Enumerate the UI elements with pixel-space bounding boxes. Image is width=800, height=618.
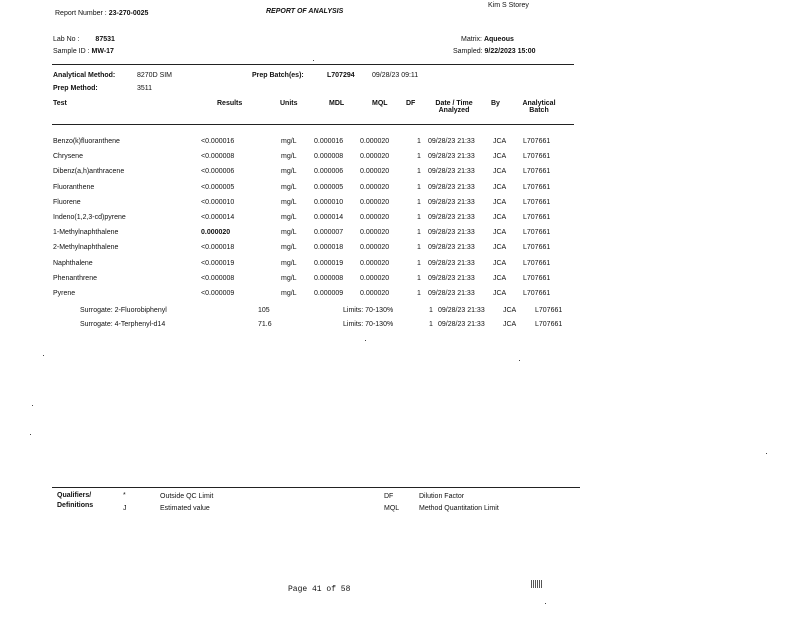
cell-mql: 0.000020 [360, 138, 390, 145]
cell-units: mg/L [281, 214, 297, 221]
cell-mql: 0.000020 [360, 153, 390, 161]
prep-method-label: Prep Method: [53, 85, 98, 92]
prep-method-value: 3511 [137, 85, 153, 92]
cell-units: mg/L [281, 290, 297, 297]
cell-mdl: 0.000009 [314, 290, 344, 297]
scan-speck [766, 453, 767, 454]
scan-speck [519, 360, 520, 361]
cell-result: <0.000016 [201, 138, 235, 145]
cell-date: 09/28/23 21:33 [428, 183, 475, 191]
surrogate-df: 1 [429, 321, 433, 328]
cell-date: 09/28/23 21:33 [428, 214, 475, 221]
cell-batch: L707661 [523, 153, 551, 161]
cell-batch: L707661 [523, 138, 551, 145]
surrogate-row [0, 307, 800, 319]
cell-units: mg/L [281, 138, 297, 145]
cell-mdl: 0.000008 [314, 274, 344, 282]
lab-no-label: Lab No : [53, 36, 80, 43]
definitions-label: Definitions [57, 502, 94, 509]
cell-mdl: 0.000008 [314, 153, 344, 161]
cell-test: Phenanthrene [53, 274, 97, 282]
cell-units: mg/L [281, 168, 297, 176]
cell-by: JCA [493, 183, 507, 191]
table-row [0, 199, 800, 211]
surrogate-batch: L707661 [535, 307, 563, 314]
table-row [0, 214, 800, 226]
scan-speck [313, 60, 314, 61]
cell-batch: L707661 [523, 290, 551, 297]
scan-speck [30, 434, 31, 435]
cell-mdl: 0.000007 [314, 229, 344, 237]
table-row [0, 260, 800, 272]
surrogate-limits: Limits: 70-130% [343, 307, 394, 314]
sample-id-label: Sample ID : [53, 48, 90, 55]
q1-text: Outside QC Limit [160, 493, 214, 500]
table-row [0, 244, 800, 256]
cell-df: 1 [417, 138, 421, 145]
surrogate-name: Surrogate: 4-Terphenyl-d14 [80, 321, 166, 328]
cell-result: <0.000019 [201, 259, 235, 267]
cell-result: <0.000009 [201, 290, 235, 297]
cell-mql: 0.000020 [360, 274, 390, 282]
cell-result: <0.000018 [201, 244, 235, 252]
cell-batch: L707661 [523, 183, 551, 191]
cell-df: 1 [417, 153, 421, 161]
cell-mql: 0.000020 [360, 168, 390, 176]
cell-test: Fluoranthene [53, 183, 95, 191]
scan-speck [365, 340, 366, 341]
col-date-line1: Date / Time [435, 100, 473, 107]
col-mql: MQL [372, 100, 388, 107]
cell-date: 09/28/23 21:33 [428, 274, 475, 282]
sampled [453, 48, 536, 55]
header-divider [52, 64, 574, 65]
scan-speck [545, 603, 546, 604]
cell-mql: 0.000020 [360, 244, 390, 252]
sample-id-value: MW-17 [91, 48, 114, 55]
cell-units: mg/L [281, 259, 297, 267]
col-date-line2: Analyzed [438, 107, 470, 114]
prep-batch-label: Prep Batch(es): [252, 72, 304, 79]
cell-date: 09/28/23 21:33 [428, 229, 475, 237]
surrogate-name: Surrogate: 2-Fluorobiphenyl [80, 307, 167, 314]
cell-df: 1 [417, 183, 421, 191]
surrogate-value: 105 [258, 307, 270, 314]
cell-batch: L707661 [523, 168, 551, 176]
cell-date: 09/28/23 21:33 [428, 290, 475, 297]
cell-result: <0.000006 [201, 168, 235, 176]
cell-mql: 0.000020 [360, 198, 390, 206]
report-title: REPORT OF ANALYSIS [266, 8, 344, 15]
cell-df: 1 [417, 259, 421, 267]
cell-batch: L707661 [523, 229, 551, 237]
cell-by: JCA [493, 229, 507, 237]
cell-df: 1 [417, 229, 421, 237]
cell-units: mg/L [281, 274, 297, 282]
cell-by: JCA [493, 244, 507, 252]
cell-test: Benzo(k)fluoranthene [53, 138, 120, 145]
table-row [0, 168, 800, 180]
qualifiers-label: Qualifiers/ [57, 492, 92, 499]
cell-test: Fluorene [53, 198, 81, 206]
cell-by: JCA [493, 274, 507, 282]
page-number: Page 41 of 58 [288, 585, 351, 594]
surrogate-by: JCA [503, 321, 517, 328]
cell-units: mg/L [281, 198, 297, 206]
cell-by: JCA [493, 153, 507, 161]
surrogate-by: JCA [503, 307, 517, 314]
surrogate-date: 09/28/23 21:33 [438, 307, 485, 314]
cell-date: 09/28/23 21:33 [428, 198, 475, 206]
q2-text: Estimated value [160, 505, 210, 512]
table-row [0, 153, 800, 165]
table-row [0, 184, 800, 196]
cell-date: 09/28/23 21:33 [428, 168, 475, 176]
cell-result: <0.000008 [201, 274, 235, 282]
lab-no-value: 87531 [95, 36, 115, 43]
col-units: Units [280, 100, 298, 107]
table-header-divider [52, 124, 574, 125]
cell-date: 09/28/23 21:33 [428, 153, 475, 161]
cell-batch: L707661 [523, 214, 551, 221]
cell-result: <0.000008 [201, 153, 235, 161]
q2-symbol: J [123, 505, 127, 512]
table-row [0, 138, 800, 150]
cell-test: Pyrene [53, 290, 76, 297]
scan-speck [32, 405, 33, 406]
col-mdl: MDL [329, 100, 345, 107]
cell-by: JCA [493, 259, 507, 267]
report-number [55, 10, 148, 17]
table-row [0, 290, 800, 302]
report-number-label: Report Number : [55, 10, 107, 17]
col-batch-line2: Batch [529, 107, 549, 114]
d1-text: Dilution Factor [419, 493, 465, 500]
cell-by: JCA [493, 168, 507, 176]
analytical-method-label: Analytical Method: [53, 72, 116, 79]
cell-df: 1 [417, 290, 421, 297]
sampled-label: Sampled: [453, 48, 483, 55]
col-batch-line1: Analytical [522, 100, 556, 107]
cell-batch: L707661 [523, 274, 551, 282]
cell-df: 1 [417, 274, 421, 282]
cell-mql: 0.000020 [360, 290, 390, 297]
cell-test: Chrysene [53, 153, 83, 161]
cell-test: Dibenz(a,h)anthracene [53, 168, 125, 176]
cell-units: mg/L [281, 229, 297, 237]
cell-date: 09/28/23 21:33 [428, 259, 475, 267]
cell-df: 1 [417, 214, 421, 221]
cell-test: Naphthalene [53, 259, 93, 267]
cell-test: 1-Methylnaphthalene [53, 229, 119, 237]
cell-df: 1 [417, 198, 421, 206]
matrix [461, 36, 514, 43]
cell-result: <0.000005 [201, 183, 235, 191]
cell-mdl: 0.000018 [314, 244, 344, 252]
cell-date: 09/28/23 21:33 [428, 244, 475, 252]
cell-by: JCA [493, 198, 507, 206]
cell-units: mg/L [281, 153, 297, 161]
table-row [0, 275, 800, 287]
report-number-value: 23-270-0025 [108, 10, 149, 17]
surrogate-date: 09/28/23 21:33 [438, 321, 485, 328]
table-row [0, 229, 800, 241]
col-results: Results [217, 100, 243, 107]
cell-by: JCA [493, 138, 507, 145]
sample-id [53, 48, 114, 55]
col-df: DF [406, 100, 416, 107]
cell-mql: 0.000020 [360, 259, 390, 267]
surrogate-batch: L707661 [535, 321, 563, 328]
cell-mdl: 0.000019 [314, 259, 344, 267]
col-batch [514, 100, 564, 114]
prep-batch-value: L707294 [327, 72, 355, 79]
cell-batch: L707661 [523, 198, 551, 206]
cell-mdl: 0.000005 [314, 183, 344, 191]
lab-no [53, 36, 115, 43]
cell-mql: 0.000020 [360, 229, 390, 237]
cell-date: 09/28/23 21:33 [428, 138, 475, 145]
col-date [428, 100, 480, 114]
cell-by: JCA [493, 290, 507, 297]
col-test: Test [53, 100, 67, 107]
cell-units: mg/L [281, 183, 297, 191]
cell-mdl: 0.000014 [314, 214, 344, 221]
barcode-mark [531, 580, 543, 588]
cell-mql: 0.000020 [360, 214, 390, 221]
col-by: By [491, 100, 500, 107]
scan-speck [43, 355, 44, 356]
cell-test: 2-Methylnaphthalene [53, 244, 119, 252]
cell-test: Indeno(1,2,3-cd)pyrene [53, 214, 126, 221]
cell-by: JCA [493, 214, 507, 221]
footer-divider [52, 487, 580, 488]
sampled-value: 9/22/2023 15:00 [484, 48, 536, 55]
cell-mql: 0.000020 [360, 183, 390, 191]
cell-df: 1 [417, 244, 421, 252]
cell-batch: L707661 [523, 259, 551, 267]
surrogate-row [0, 321, 800, 333]
prep-batch-date: 09/28/23 09:11 [372, 72, 419, 79]
cell-mdl: 0.000006 [314, 168, 344, 176]
d1-symbol: DF [384, 493, 394, 500]
cell-mdl: 0.000016 [314, 138, 344, 145]
cell-batch: L707661 [523, 244, 551, 252]
matrix-value: Aqueous [483, 36, 514, 43]
surrogate-df: 1 [429, 307, 433, 314]
cell-mdl: 0.000010 [314, 198, 344, 206]
matrix-label: Matrix: [461, 36, 482, 43]
surrogate-value: 71.6 [258, 321, 272, 328]
cell-result: 0.000020 [201, 229, 231, 237]
d2-text: Method Quantitation Limit [419, 505, 499, 512]
analytical-method-value: 8270D SIM [137, 72, 173, 79]
q1-symbol: * [123, 492, 126, 499]
d2-symbol: MQL [384, 505, 400, 512]
surrogate-limits: Limits: 70-130% [343, 321, 394, 328]
cell-result: <0.000014 [201, 214, 235, 221]
cell-units: mg/L [281, 244, 297, 252]
client-name: Kim S Storey [488, 2, 529, 9]
cell-result: <0.000010 [201, 198, 235, 206]
cell-df: 1 [417, 168, 421, 176]
